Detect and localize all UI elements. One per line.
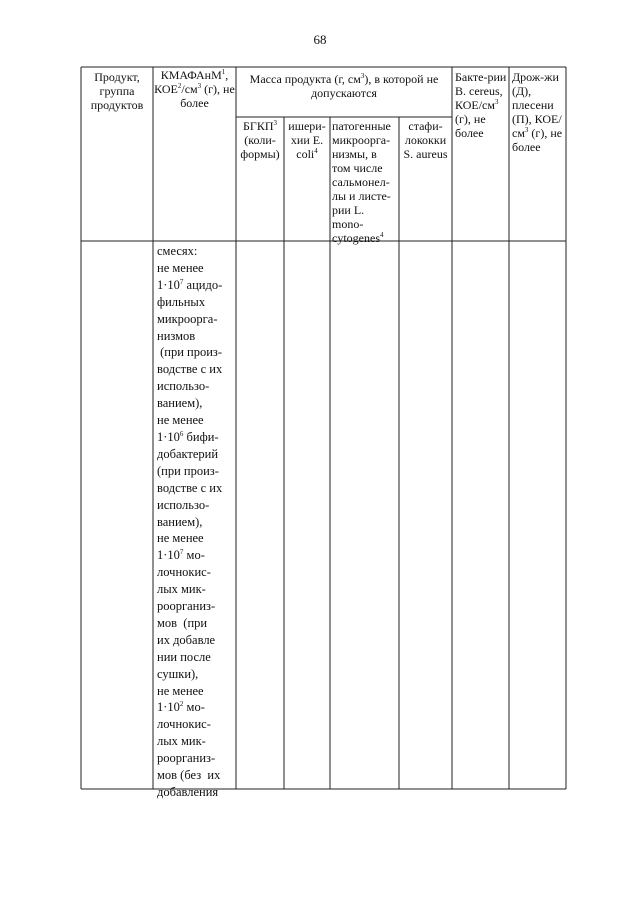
header-kmafanm: КМАФАнМ$^1$, $КОЕ^2/см^3$ (г), не более [154, 68, 235, 110]
header-yeast-mold: Дрож-жи (Д), плесени (П), КОЕ/$см^3$ (г), не более [512, 70, 563, 154]
header-bgkp: БГКП$^3$ (коли-формы) [240, 119, 280, 161]
page-number: 68 [313, 32, 327, 47]
header-staph: стафи-лококки S. aureus [403, 119, 448, 161]
header-bcereus: Бакте-рии B. cereus, КОЕ/$см^3$ (г), не более [455, 70, 507, 140]
header-mass-title: Масса продукта (г, $см^3$), в которой не допускаются [249, 72, 439, 100]
header-ecoli: ишери-хии E. coli$^4$ [288, 119, 326, 161]
kmafanm-requirements-cell: смесях: не менее $1\cdot 10^7$ ацидо- фильных микроорга- низмов (при произ- водстве с их использо- ванием), не менее $1\cdot 10^6$ бифи- добактерий (при произ- водстве с их использо- ванием), не менее $1\cdot 10^7$ мо- лочнокис- лых мик- роорганиз- мов (при их добавле нии после сушки), не менее $1\cdot 10^2$ мо- лочнокис- лых мик- роорганиз- мов (без их добавления [157, 244, 223, 799]
header-product-group: Продукт, группа продуктов [90, 70, 144, 112]
header-pathogens: патогенные микроорга-низмы, в том числе сальмонел-лы и листе-рии L. mono-cytogenes$^4$ [332, 119, 391, 245]
